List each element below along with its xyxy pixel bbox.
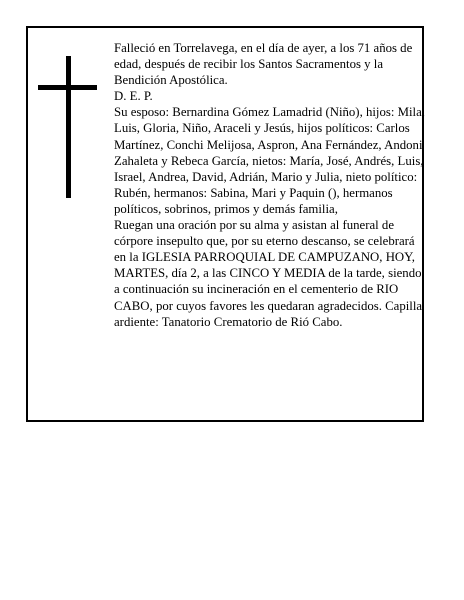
cross-horizontal-bar: [38, 85, 97, 90]
obituary-notice-frame: [26, 26, 424, 422]
obituary-text: [114, 40, 426, 330]
rest-in-peace: D. E. P.: [114, 89, 153, 104]
cross-vertical-bar: [66, 56, 71, 198]
family-list: Su esposo: Bernardina Gómez Lamadrid (Niño), hijos: Mila, Luis, Gloria, Niño, Araceli y Jesús, hijos políticos: Carlos Martínez, Conchi Melijosa, Aspron, Ana Fernández, Andoni Zahaleta y Rebeca García, nietos: María, José, Andrés, Luis, Israel, Andrea, David, Adrián, Mario y Julia, nieto político: Rubén, hermanos: Sabina, Mari y Paquin (), hermanos políticos, sobrinos, primos y demás familia,: [114, 105, 425, 216]
funeral-details: Ruegan una oración por su alma y asistan al funeral de córpore insepulto que, por su eterno descanso, se celebrará en la IGLESIA PARROQUIAL DE CAMPUZANO, HOY, MARTES, día 2, a las CINCO Y MEDIA de la tarde, siendo a continuación su incineración en el cementerio de RIO CABO, por cuyos favores les quedaran agradecidos. Capilla ardiente: Tanatorio Crematorio de Rió Cabo.: [114, 218, 423, 329]
death-announcement: Falleció en Torrelavega, en el día de ayer, a los 71 años de edad, después de recibir los Santos Sacramentos y la Bendición Apostólica.: [114, 41, 413, 88]
